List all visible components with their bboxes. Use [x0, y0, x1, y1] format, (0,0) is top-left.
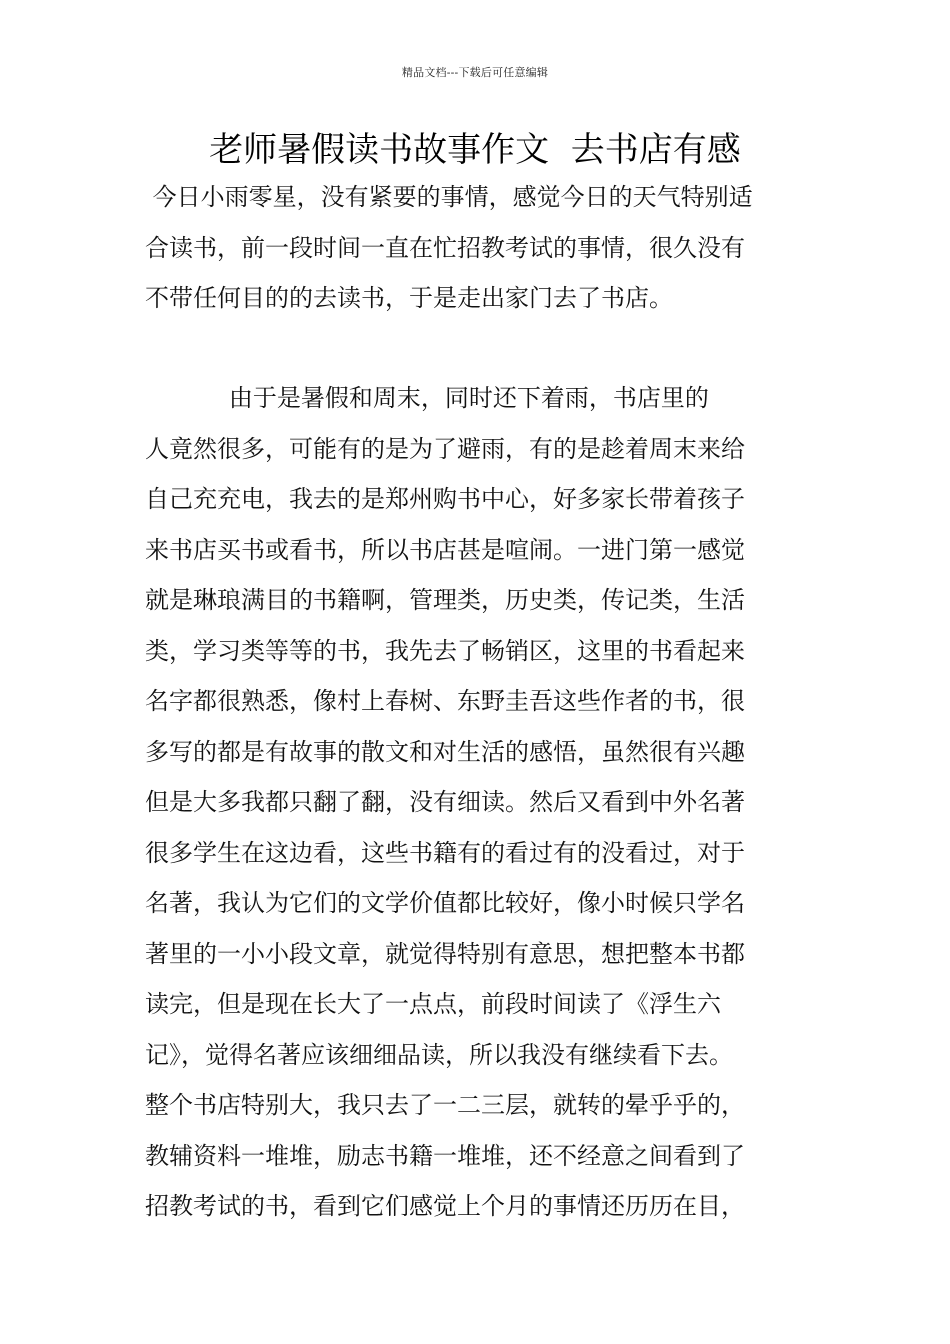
text-line: 招教考试的书，看到它们感觉上个月的事情还历历在目，	[145, 1192, 745, 1220]
paragraph-2	[145, 373, 810, 1232]
text-line: 由于是暑假和周末，同时还下着雨，书店里的	[145, 384, 709, 412]
text-line: 类，学习类等等的书，我先去了畅销区，这里的书看起来	[145, 636, 745, 665]
text-line: 但是大多我都只翻了翻，没有细读。然后又看到中外名著	[145, 788, 745, 816]
text-line: 不带任何目的的去读书，于是走出家门去了书店。	[145, 284, 673, 312]
document-title: 老师暑假读书故事作文 去书店有感	[209, 130, 741, 170]
text-line: 记》，觉得名著应该细细品读，所以我没有继续看下去。	[145, 1040, 733, 1069]
text-line: 名著，我认为它们的文学价值都比较好，像小时候只学名	[145, 889, 745, 917]
text-line: 名字都很熟悉，像村上春树、东野圭吾这些作者的书，很	[145, 687, 745, 715]
text-line: 今日小雨零星，没有紧要的事情，感觉今日的天气特别适	[145, 183, 753, 211]
text-line: 著里的一小小段文章，就觉得特别有意思，想把整本书都	[145, 939, 745, 968]
text-line: 很多学生在这边看，这些书籍有的看过有的没看过，对于	[145, 838, 745, 867]
text-line: 来书店买书或看书，所以书店甚是喧闹。一进门第一感觉	[145, 535, 745, 564]
text-line: 多写的都是有故事的散文和对生活的感悟，虽然很有兴趣	[145, 737, 745, 766]
text-line: 教辅资料一堆堆，励志书籍一堆堆，还不经意之间看到了	[145, 1141, 745, 1170]
paragraph-1	[145, 172, 810, 324]
text-line: 就是琳琅满目的书籍啊，管理类，历史类，传记类，生活	[145, 586, 745, 614]
text-line: 读完，但是现在长大了一点点，前段时间读了《浮生六	[145, 990, 721, 1018]
page-header: 精品文档---下载后可任意编辑	[401, 66, 549, 79]
text-line: 人竟然很多，可能有的是为了避雨，有的是趁着周末来给	[145, 434, 745, 463]
text-line: 自己充充电，我去的是郑州购书中心，好多家长带着孩子	[145, 485, 745, 513]
text-line: 合读书，前一段时间一直在忙招教考试的事情，很久没有	[145, 233, 745, 262]
text-line: 整个书店特别大，我只去了一二三层，就转的晕乎乎的，	[145, 1091, 745, 1119]
